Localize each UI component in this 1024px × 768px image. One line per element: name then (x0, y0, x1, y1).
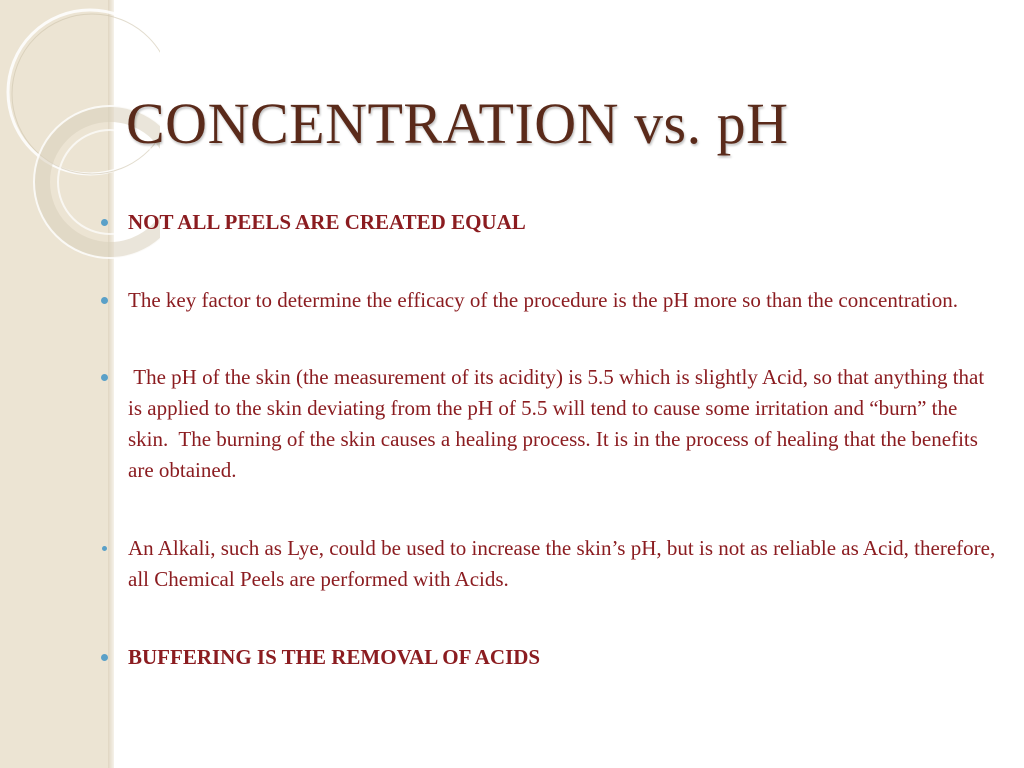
bullet-dot-icon (101, 297, 108, 304)
bullet-dot-icon (101, 219, 108, 226)
bullet-dot-icon (101, 654, 108, 661)
bullet-text: The pH of the skin (the measurement of its acidity) is 5.5 which is slightly Acid, so that anything that is applied to the skin deviating from the pH of 5.5 will tend to cause some irritation and “burn” the skin. The burning of the skin causes a healing process. It is in the process of healing that the benefits are obtained. (128, 365, 990, 482)
bullet-item (128, 362, 998, 486)
bullet-text: BUFFERING IS THE REMOVAL OF ACIDS (128, 645, 541, 669)
slide-title: CONCENTRATION vs. pH (126, 91, 789, 156)
bullet-text: The key factor to determine the efficacy of the procedure is the pH more so than the concentration. (128, 288, 958, 312)
bullet-text: NOT ALL PEELS ARE CREATED EQUAL (128, 210, 526, 234)
bullet-item (128, 207, 998, 238)
bullet-item (128, 533, 998, 595)
bullet-list (128, 207, 998, 673)
bullet-dot-icon (101, 374, 108, 381)
bullet-dot-icon (102, 546, 107, 551)
bullet-item (128, 285, 998, 316)
bullet-text: An Alkali, such as Lye, could be used to increase the skin’s pH, but is not as reliable as Acid, therefore, all Chemical Peels are performed with Acids. (128, 536, 996, 591)
bullet-item (128, 642, 998, 673)
